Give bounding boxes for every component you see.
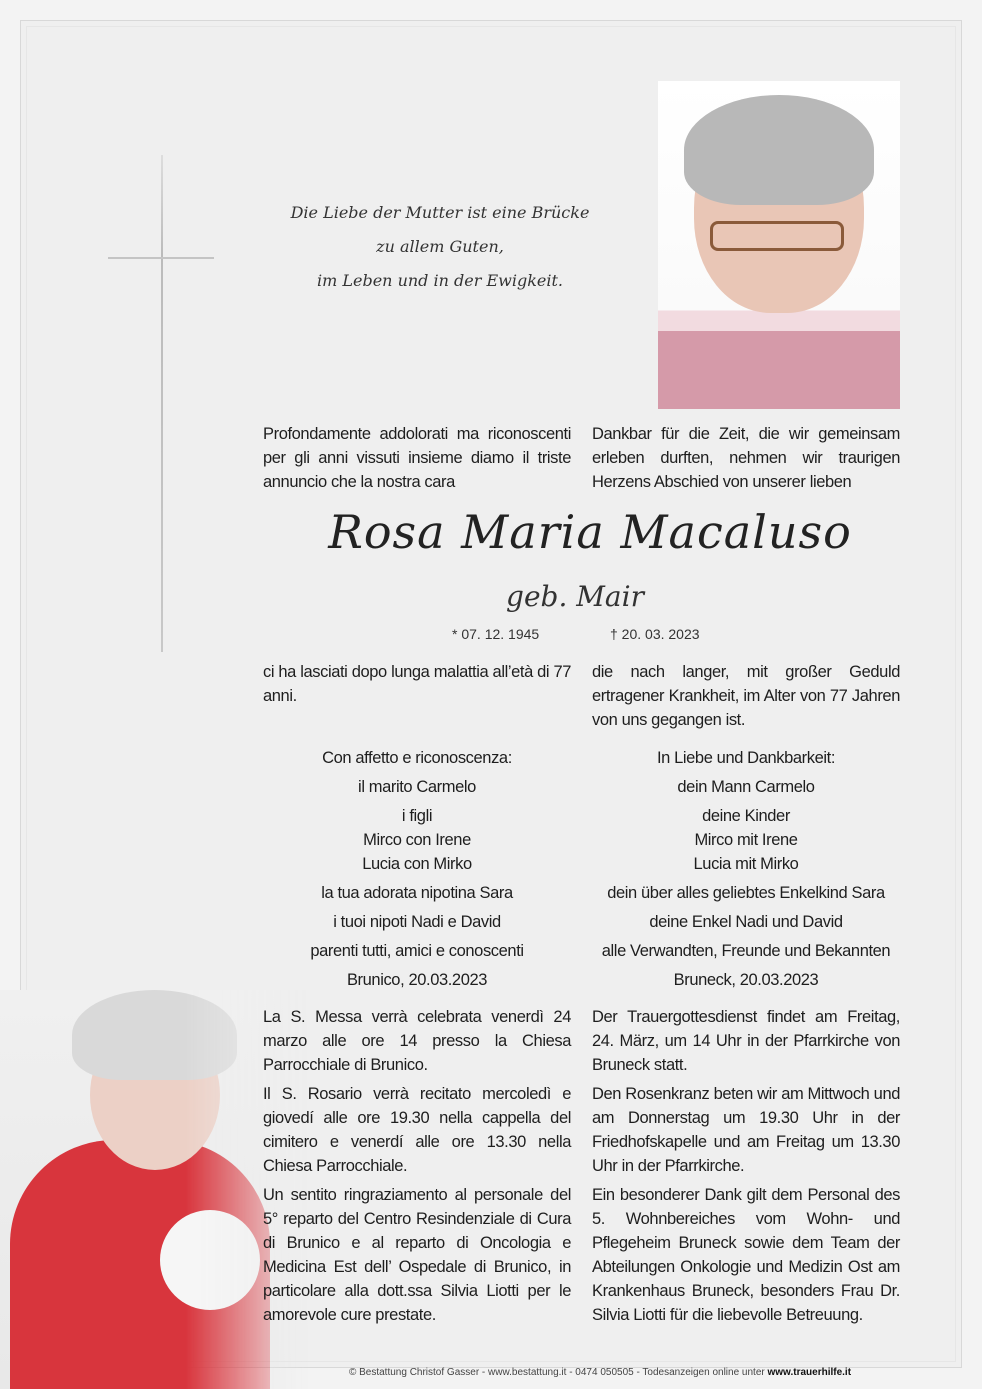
mourners-it (263, 746, 571, 992)
mass-info: La S. Messa verrà celebrata venerdì 24 marzo alle ore 14 presso la Chiesa Parrocchiale di Brunico. (263, 1008, 571, 1074)
quote-line: zu allem Guten, (376, 237, 504, 256)
mourner: la tua adorata nipotina Sara (321, 884, 513, 902)
details-it (263, 1005, 571, 1332)
mourners-heading: In Liebe und Dankbarkeit: (656, 749, 836, 767)
mourner: Lucia con Mirko (362, 855, 472, 873)
quote-line: Die Liebe der Mutter ist eine Brücke (290, 203, 590, 222)
mourners-de (592, 746, 900, 992)
thanks: Ein besonderer Dank gilt dem Personal des 5. Wohnbereiches vom Wohn- und Pflegeheim Bruneck sowie dem Team der Abteilungen Onkologie und Medizin Ost am Krankenhaus Bruneck, besonders Frau Dr. Silvia Liotti für die liebevolle Betreuung. (592, 1186, 900, 1324)
cross-icon (161, 155, 163, 652)
birth-date: * 07. 12. 1945 (452, 626, 540, 642)
rosary-info: Den Rosenkranz beten wir am Mittwoch und am Donnerstag um 19.30 Uhr in der Friedhofskapelle und am Freitag um 13.30 Uhr in der Pfarrkirche. (592, 1085, 900, 1175)
mourner: deine Kinder (702, 807, 790, 825)
mourners-heading: Con affetto e riconoscenza: (322, 749, 512, 767)
details-de (592, 1005, 900, 1332)
mourner: dein Mann Carmelo (677, 778, 815, 796)
place-date: Brunico, 20.03.2023 (346, 971, 488, 989)
passing-de: die nach langer, mit großer Geduld ertragener Krankheit, im Alter von 77 Jahren von uns gegangen ist. (592, 663, 900, 729)
mourner: deine Enkel Nadi und David (649, 913, 843, 931)
maiden-name: geb. Mair (506, 580, 644, 613)
cross-icon-bar (108, 257, 214, 259)
footer (300, 1367, 900, 1378)
intro-it: Profondamente addolorati ma riconoscenti per gli anni vissuti insieme diamo il triste annuncio che la nostra cara (263, 425, 571, 491)
place-date: Bruneck, 20.03.2023 (673, 971, 819, 989)
quote-line: im Leben und in der Ewigkeit. (317, 271, 563, 290)
passing-it: ci ha lasciati dopo lunga malattia all’età di 77 anni. (263, 663, 571, 705)
mourner: il marito Carmelo (358, 778, 476, 796)
footer-text: © Bestattung Christof Gasser - www.bestattung.it - 0474 050505 - Todesanzeigen online unter (348, 1367, 765, 1378)
mourner: Mirco mit Irene (694, 831, 798, 849)
rosary-info: Il S. Rosario verrà recitato mercoledì e giovedí alle ore 19.30 nella cappella del cimitero e venerdí alle ore 13.30 nella Chiesa Parrocchiale. (263, 1085, 571, 1175)
mourner: dein über alles geliebtes Enkelkind Sara (607, 884, 885, 902)
mourner: i figli (401, 807, 433, 825)
portrait-photo (658, 81, 900, 409)
intro-de: Dankbar für die Zeit, die wir gemeinsam erleben durften, nehmen wir traurigen Herzens Abschied von unserer lieben (592, 425, 900, 491)
mourner: Lucia mit Mirko (693, 855, 799, 873)
deceased-name: Rosa Maria Macaluso (328, 505, 852, 559)
mass-info: Der Trauergottesdienst findet am Freitag, 24. März, um 14 Uhr in der Pfarrkirche von Bruneck statt. (592, 1008, 900, 1074)
quote (250, 196, 630, 298)
death-date: † 20. 03. 2023 (610, 626, 700, 642)
mourner: i tuoi nipoti Nadi e David (333, 913, 501, 931)
footer-link[interactable]: www.trauerhilfe.it (767, 1367, 852, 1378)
mourner: alle Verwandten, Freunde und Bekannten (601, 942, 891, 960)
thanks: Un sentito ringraziamento al personale del 5° reparto del Centro Resindenziale di Cura di Brunico e al reparto di Oncologia e Medicina Est dell’ Ospedale di Brunico, in particolare alla dott.ssa Silvia Liotti per le amorevole cure prestate. (263, 1186, 571, 1324)
mourner: Mirco con Irene (363, 831, 471, 849)
mourner: parenti tutti, amici e conoscenti (310, 942, 524, 960)
